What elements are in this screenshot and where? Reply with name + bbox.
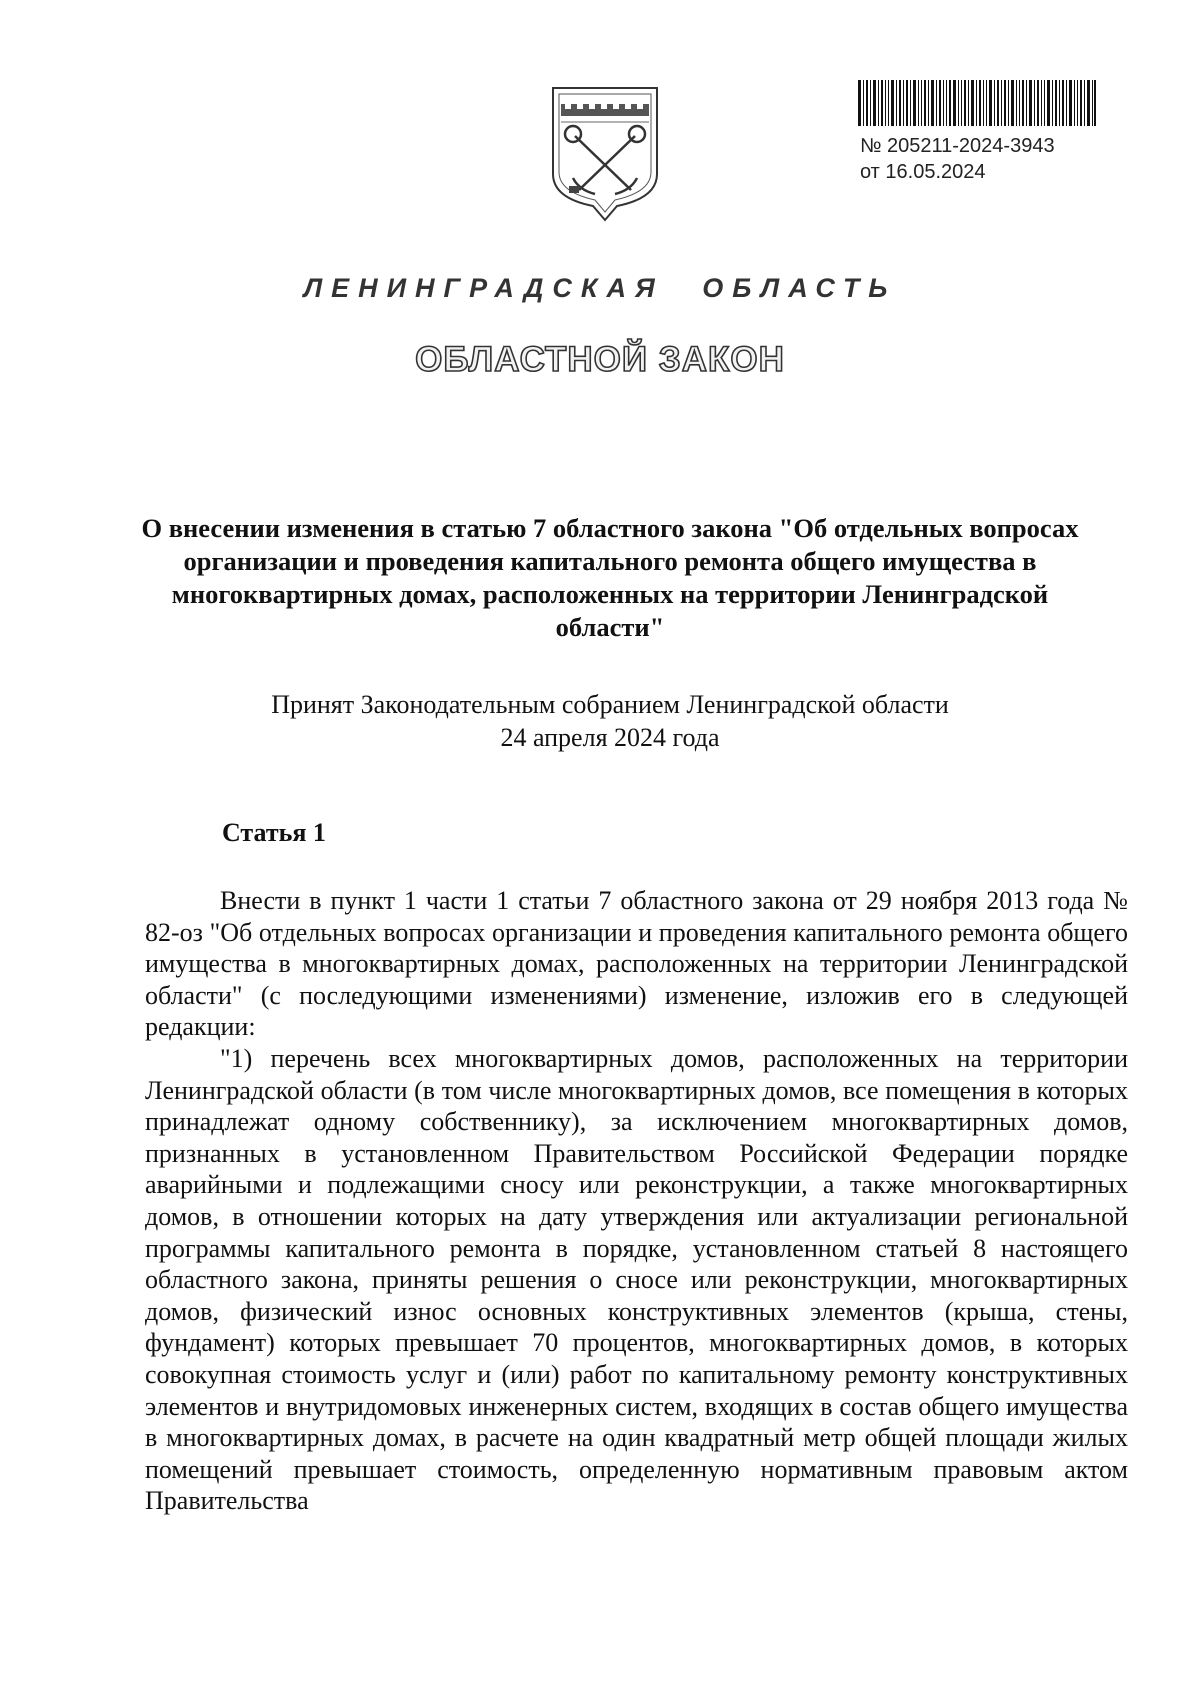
article-heading: Статья 1 [222, 818, 326, 847]
coat-of-arms-icon [545, 82, 665, 222]
article-paragraph: Внести в пункт 1 части 1 статьи 7 областного закона от 29 ноября 2013 года № 82-оз "Об отдельных вопросах организации и проведения капитального ремонта общего имущества в многоквартирных домах, расположенных на территории Ленинградской области" (с последующими изменениями) изменение, изложив его в следующей редакции: [145, 886, 1128, 1042]
barcode-icon [858, 80, 1096, 126]
region-title: ЛЕНИНГРАДСКАЯ ОБЛАСТЬ [303, 273, 897, 303]
adoption-info [140, 688, 1080, 754]
adoption-date: 24 апреля 2024 года [500, 723, 720, 752]
adoption-body: Принят Законодательным собранием Ленинградской области [271, 690, 949, 719]
document-type: ОБЛАСТНОЙ ЗАКОН [415, 340, 785, 379]
registration-date: от 16.05.2024 [860, 161, 986, 183]
registration-info [860, 133, 1055, 185]
article-body [145, 885, 1128, 1517]
article-paragraph: "1) перечень всех многоквартирных домов, расположенных на территории Ленинградской области (в том числе многоквартирных домов, все помещения в которых принадлежат одному собственнику), за исключением многоквартирных домов, признанных в установленном Правительством Российской Федерации порядке аварийными и подлежащими сносу или реконструкции, а также многоквартирных домов, в отношении которых на дату утверждения или актуализации региональной программы капитального ремонта в порядке, установленном статьей 8 настоящего областного закона, приняты решения о сносе или реконструкции, многоквартирных домов, физический износ основных конструктивных элементов (крыша, стены, фундамент) которых превышает 70 процентов, многоквартирных домов, в которых совокупная стоимость услуг и (или) работ по капитальному ремонту конструктивных элементов и внутридомовых инженерных систем, входящих в состав общего имущества в многоквартирных домах, в расчете на один квадратный метр общей площади жилых помещений превышает стоимость, определенную нормативным правовым актом Правительства [145, 1043, 1128, 1516]
registration-number: № 205211-2024-3943 [860, 135, 1055, 157]
law-title: О внесении изменения в статью 7 областного закона "Об отдельных вопросах организации и проведения капитального ремонта общего имущества в многоквартирных домах, расположенных на территории Ленинградской области" [141, 513, 1079, 642]
